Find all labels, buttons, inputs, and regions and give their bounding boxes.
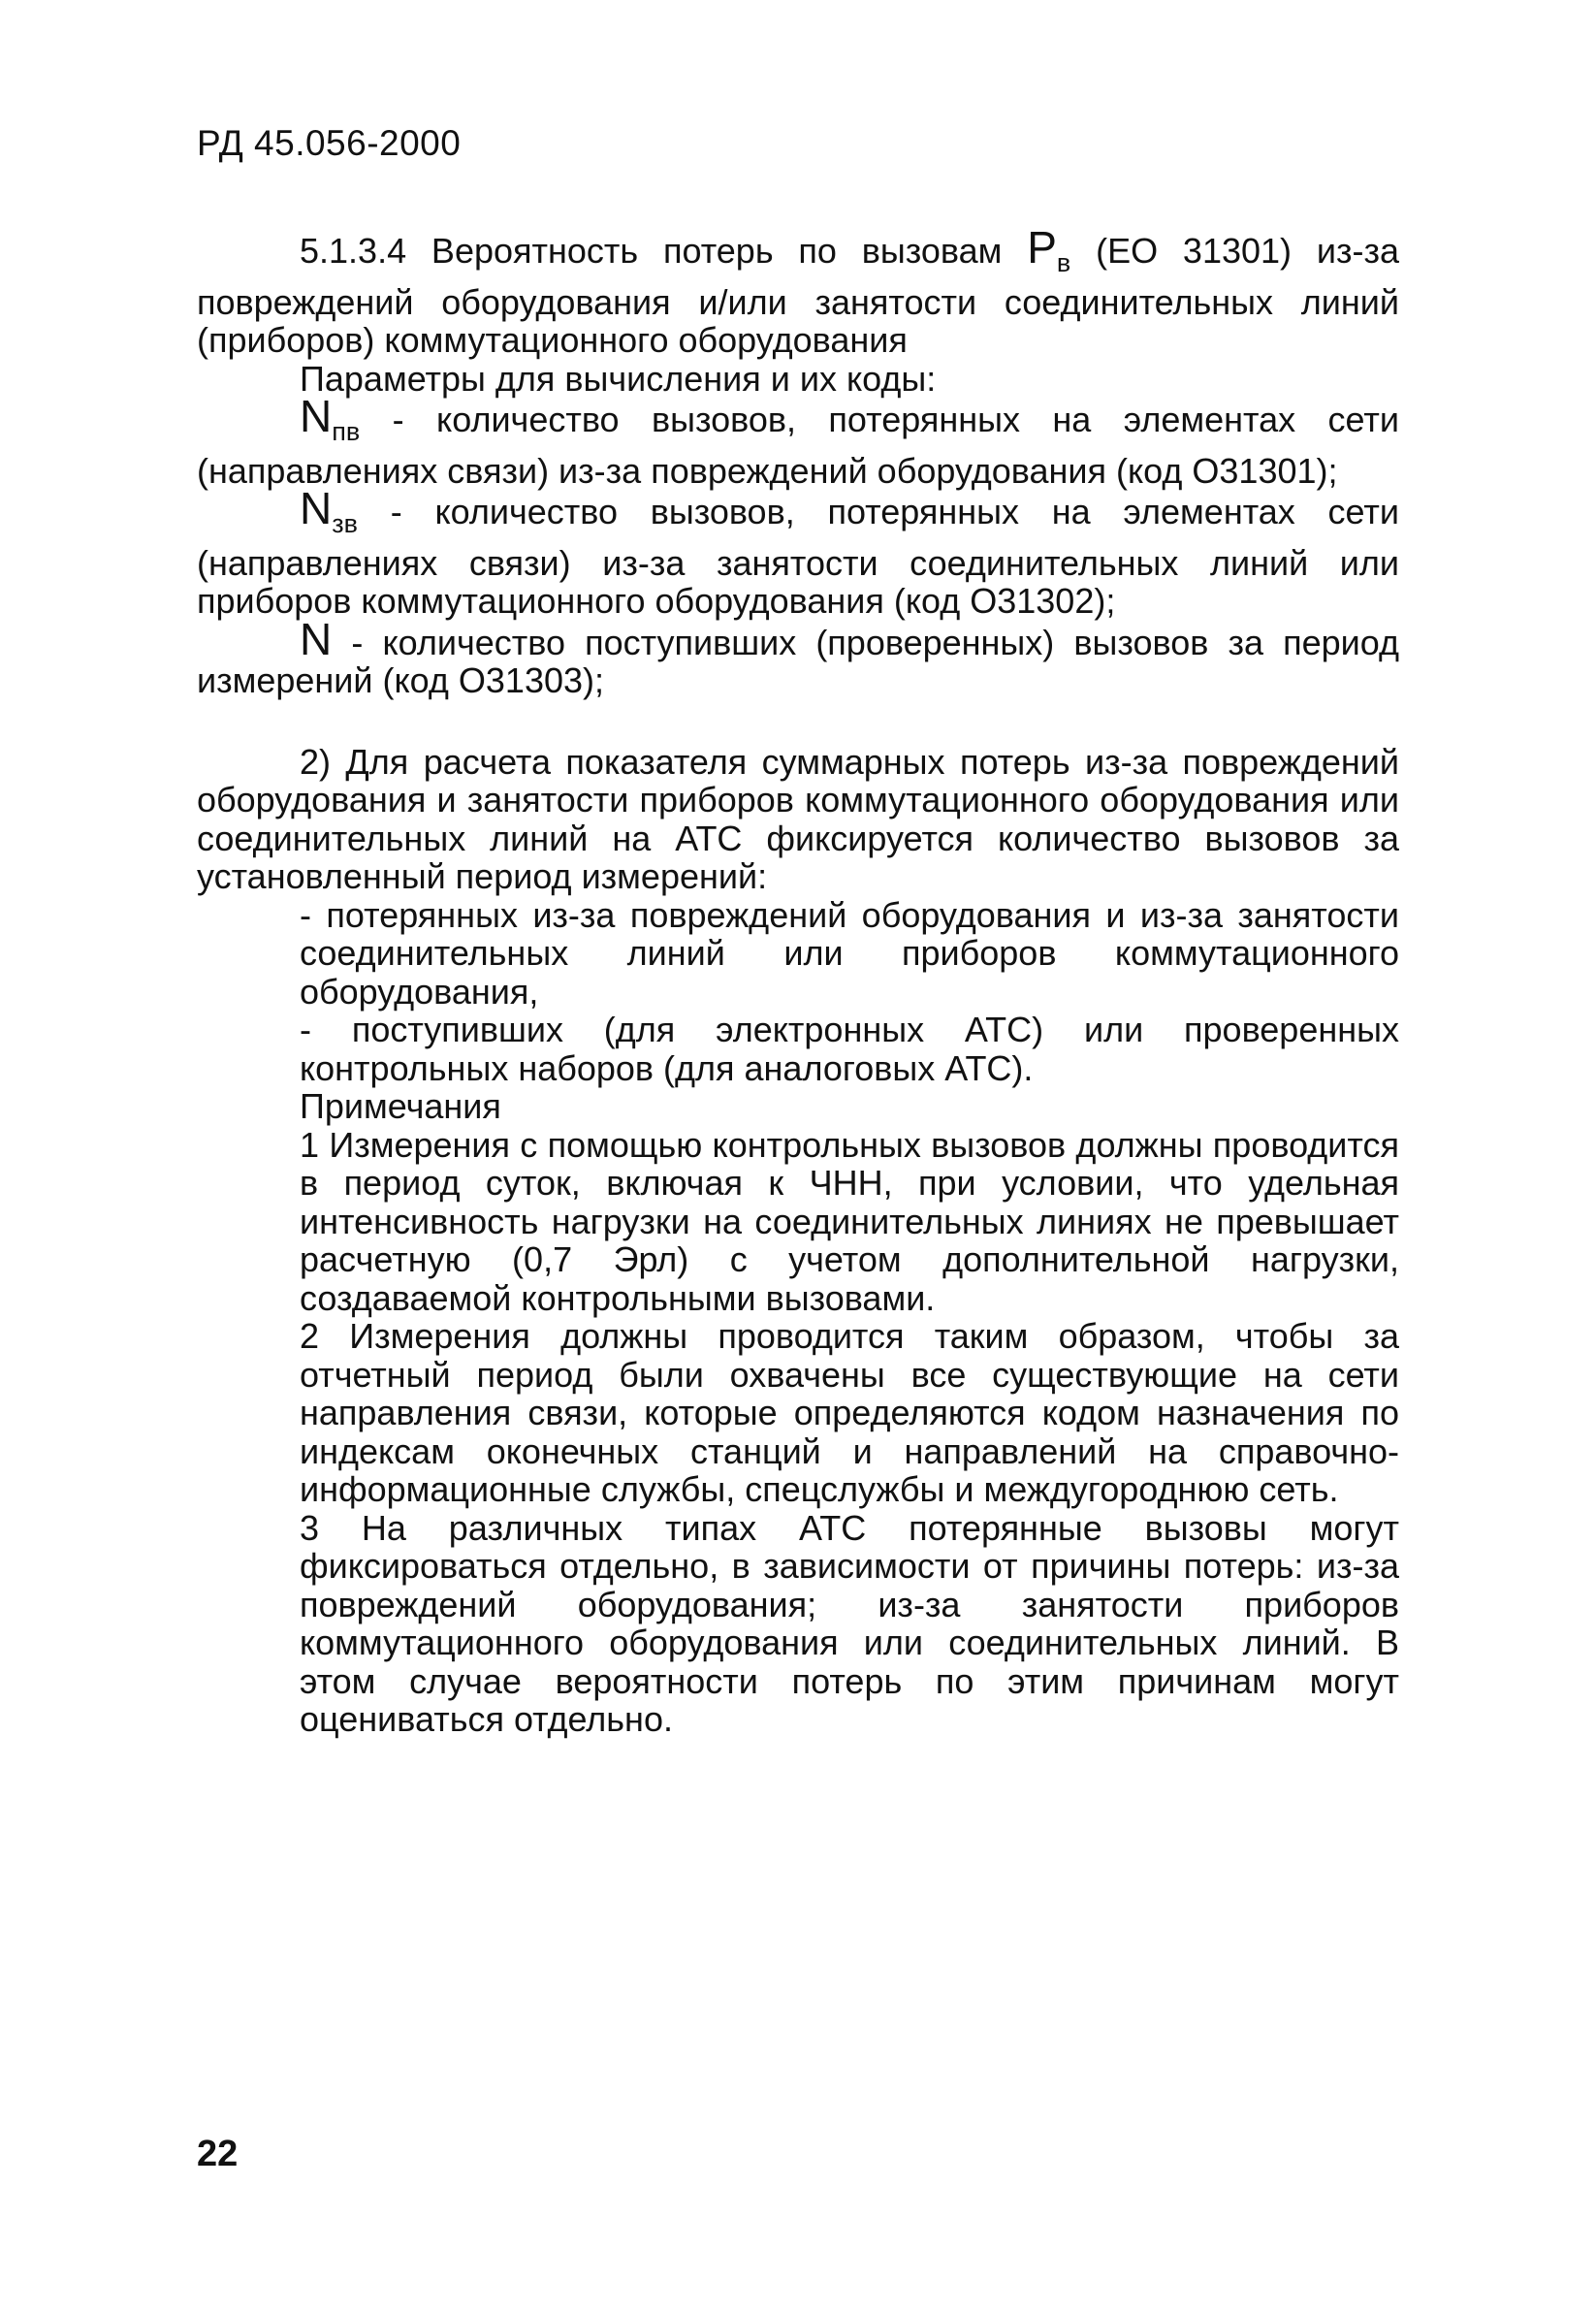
- param-item: [197, 483, 1399, 621]
- section-title-text: 5.1.3.4 Вероятность потерь по вызовам: [300, 231, 1003, 271]
- item2-list: [197, 896, 1399, 1739]
- probability-subscript: в: [1056, 248, 1071, 277]
- note-item: 2 Измерения должны проводится таким образом, чтобы за отчетный период были охвачены все существующие на сети направления связи, которые определяются кодом назначения по индексам оконечных станций и направлений на справочно-информационные службы, спецслужбы и междугороднюю сеть.: [300, 1316, 1399, 1509]
- param-text: - количество поступивших (проверенных) вызовов за период измерений (код О31303);: [197, 622, 1399, 700]
- section-title-rest: (ЕО 31301) из-за повреждений оборудования и/или занятости соединительных линий (приборов) коммутационного оборудования: [197, 231, 1399, 360]
- list-item: - потерянных из-за повреждений оборудования и из-за занятости соединительных линий или приборов коммутационного оборудования,: [300, 894, 1399, 1012]
- page-number: 22: [197, 2134, 239, 2174]
- param-symbol: N: [300, 483, 333, 533]
- section-title: [197, 222, 1399, 360]
- param-text: - количество вызовов, потерянных на элементах сети (направлениях связи) из-за повреждений оборудования (код О31301);: [197, 400, 1399, 491]
- param-subscript: пв: [332, 417, 361, 446]
- probability-symbol: P: [1027, 222, 1057, 273]
- list-item: - поступивших (для электронных АТС) или проверенных контрольных наборов (для аналоговых АТС).: [300, 1010, 1399, 1088]
- page-content: [197, 222, 1399, 1739]
- notes-heading: Примечания: [300, 1086, 501, 1126]
- param-text: - количество вызовов, потерянных на элементах сети (направлениях связи) из-за занятости соединительных линий или приборов коммутационного оборудования (код О31302);: [197, 492, 1399, 621]
- note-item: 1 Измерения с помощью контрольных вызовов должны проводится в период суток, включая к ЧНН, при условии, что удельная интенсивность нагрузки на соединительных линиях не превышает расчетную (0,7 Эрл) с учетом дополнительной нагрузки, создаваемой контрольными вызовами.: [300, 1124, 1399, 1318]
- document-header: РД 45.056-2000: [197, 123, 462, 163]
- param-item: [197, 613, 1399, 700]
- param-item: [197, 391, 1399, 491]
- param-symbol: N: [300, 391, 333, 441]
- params-heading: Параметры для вычисления и их коды:: [300, 358, 937, 399]
- item2-paragraph: 2) Для расчета показателя суммарных потерь из-за повреждений оборудования и занятости приборов коммутационного оборудования или соединительных линий на АТС фиксируется количество вызовов за установленный период измерений:: [197, 741, 1399, 896]
- param-symbol: N: [300, 613, 333, 664]
- note-item: 3 На различных типах АТС потерянные вызовы могут фиксироваться отдельно, в зависимости от причины потерь: из-за повреждений оборудования; из-за занятости приборов коммутационного оборудования или соединительных линий. В этом случае вероятности потерь по этим причинам могут оцениваться отдельно.: [300, 1507, 1399, 1739]
- param-subscript: зв: [332, 509, 358, 538]
